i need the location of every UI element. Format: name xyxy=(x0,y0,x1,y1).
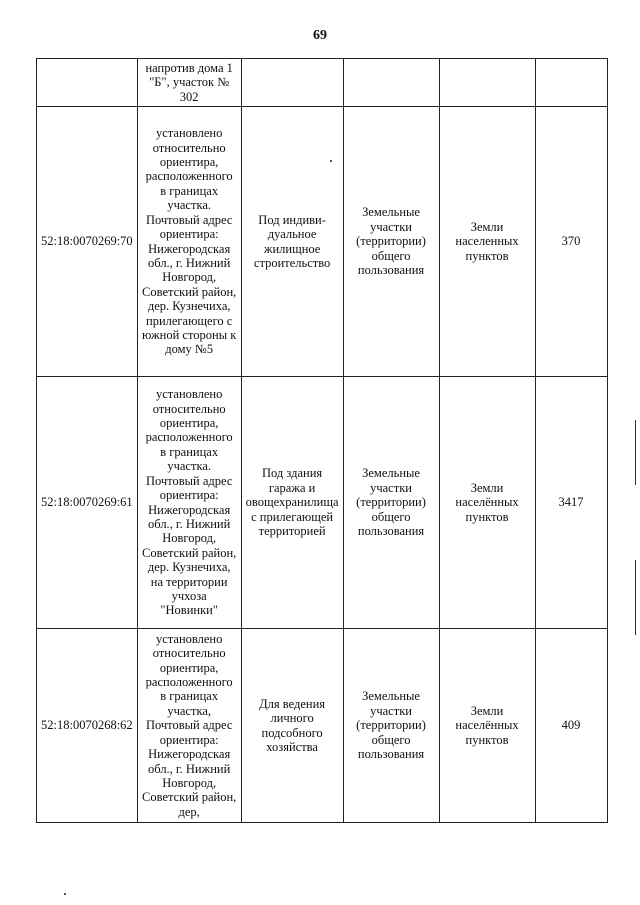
land-category-cell: Земли населённых пунктов xyxy=(439,629,535,823)
cadastral-number-cell: 52:18:0070269:61 xyxy=(37,377,138,629)
permitted-use-cell: Под индиви-дуальное жилищное строительство xyxy=(241,107,343,377)
table-row xyxy=(37,377,608,629)
cadastral-number-cell: 52:18:0070268:62 xyxy=(37,629,138,823)
address-cell: установлено относительно ориентира, расположенного в границах участка, Почтовый адрес ориентира: Нижегородская обл., г. Нижний Новгород, Советский район, дер, xyxy=(137,629,241,823)
address-cell: установлено относительно ориентира, расположенного в границах участка. Почтовый адрес ориентира: Нижегородская обл., г. Нижний Новгород, Советский район, дер. Кузнечиха, прилегающего с южной стороны к дому №5 xyxy=(137,107,241,377)
table-row xyxy=(37,107,608,377)
land-category-cell xyxy=(439,59,535,107)
permitted-use-cell xyxy=(241,59,343,107)
plot-category-cell: Земельные участки (территории) общего пользования xyxy=(343,377,439,629)
area-cell: 3417 xyxy=(535,377,607,629)
page-number: 69 xyxy=(313,28,327,43)
table-row xyxy=(37,59,608,107)
land-category-cell: Земли населённых пунктов xyxy=(439,377,535,629)
scan-speck xyxy=(330,160,332,162)
address-cell: напротив дома 1 "Б", участок № 302 xyxy=(137,59,241,107)
plot-category-cell: Земельные участки (территории) общего пользования xyxy=(343,629,439,823)
plot-category-cell xyxy=(343,59,439,107)
area-cell: 370 xyxy=(535,107,607,377)
cadastral-number-cell: 52:18:0070269:70 xyxy=(37,107,138,377)
area-cell: 409 xyxy=(535,629,607,823)
permitted-use-cell: Для ведения личного подсобного хозяйства xyxy=(241,629,343,823)
land-plots-table xyxy=(36,58,608,823)
cadastral-number-cell xyxy=(37,59,138,107)
plot-category-cell: Земельные участки (территории) общего пользования xyxy=(343,107,439,377)
scan-edge-line xyxy=(635,560,636,635)
scan-speck xyxy=(64,893,66,895)
area-cell xyxy=(535,59,607,107)
scan-edge-line xyxy=(635,420,636,485)
permitted-use-cell: Под здания гаража и овощехранилища с прилегающей территорией xyxy=(241,377,343,629)
land-category-cell: Земли населенных пунктов xyxy=(439,107,535,377)
table-row xyxy=(37,629,608,823)
address-cell: установлено относительно ориентира, расположенного в границах участка. Почтовый адрес ориентира: Нижегородская обл., г. Нижний Новгород, Советский район, дер. Кузнечиха, на территории учхоза "Новинки" xyxy=(137,377,241,629)
